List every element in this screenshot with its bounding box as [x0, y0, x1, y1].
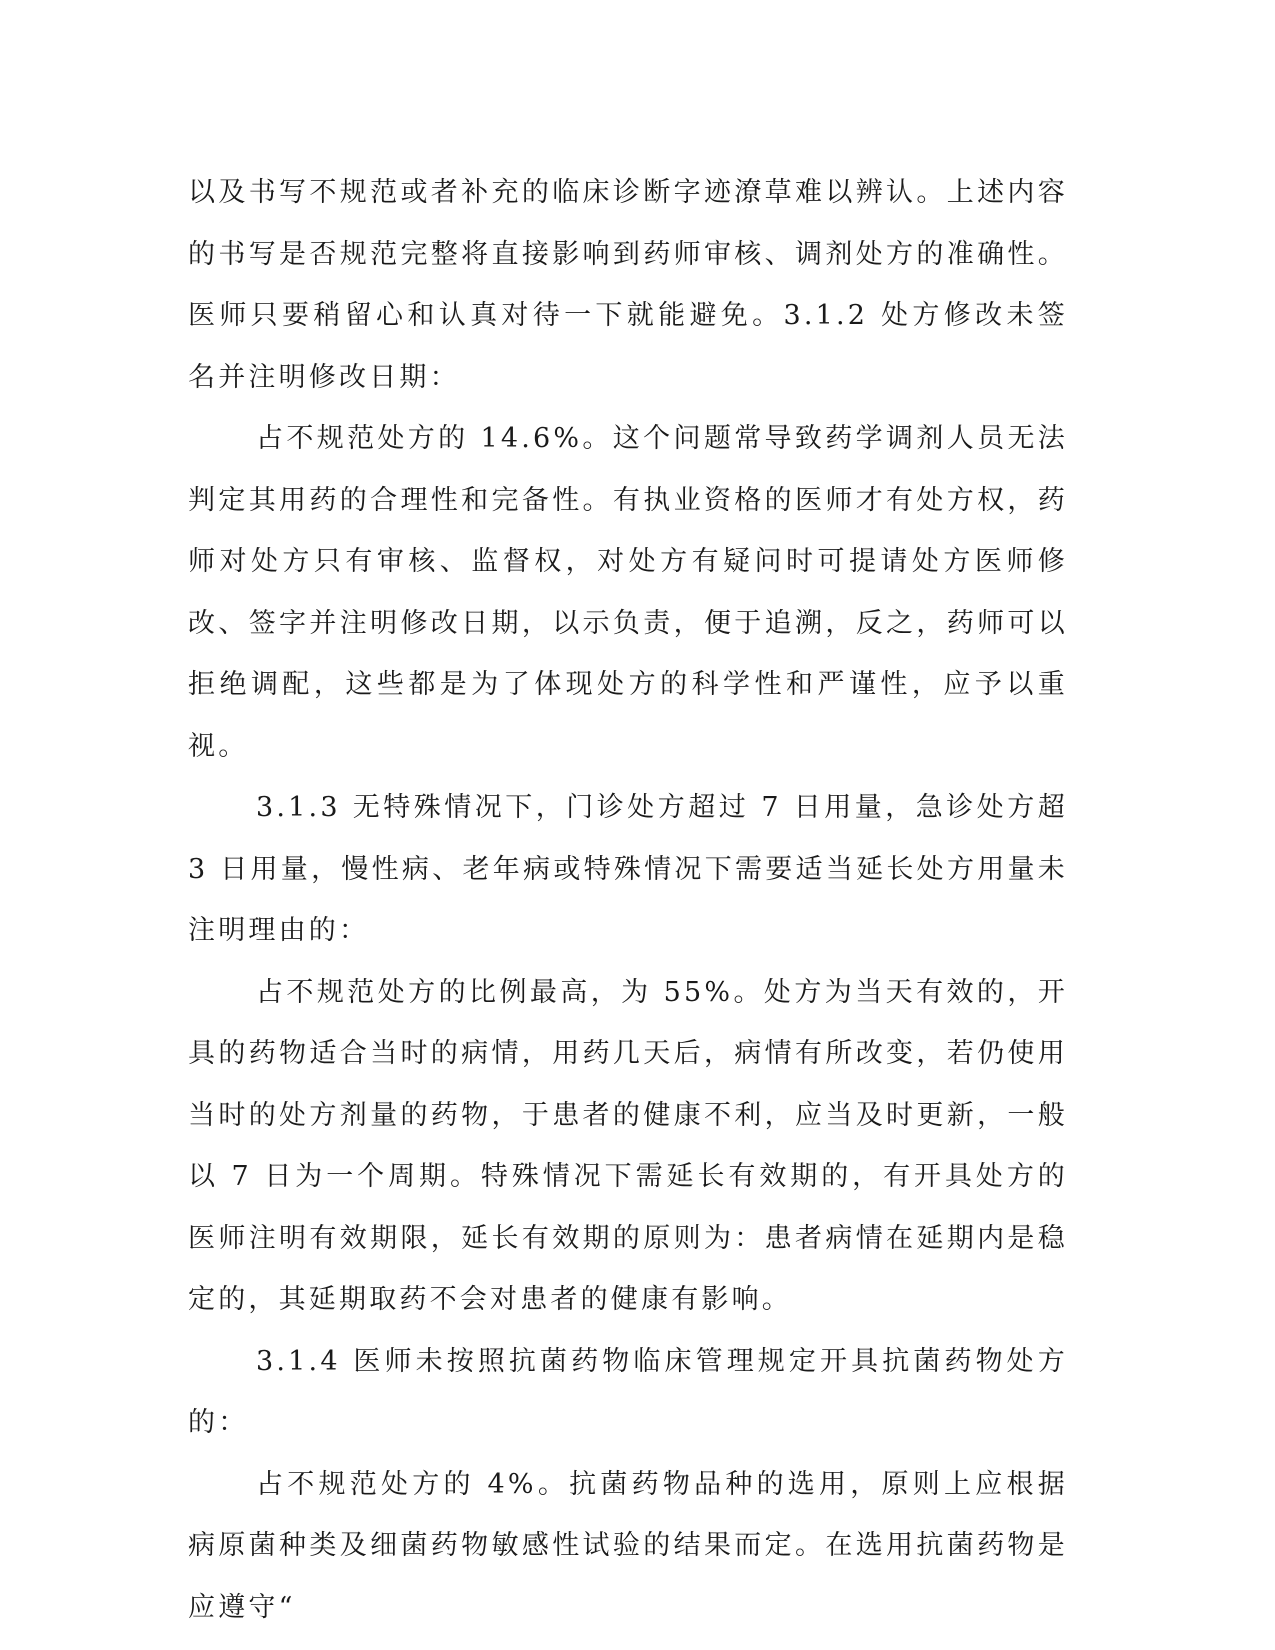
- paragraph-4-percent: 占不规范处方的 4%。抗菌药物品种的选用，原则上应根据病原菌种类及细菌药物敏感性试验的结果而定。在选用抗菌药物是应遵守“: [188, 1468, 1068, 1623]
- section-3-1-3-heading: 3.1.3 无特殊情况下，门诊处方超过 7 日用量，急诊处方超 3 日用量，慢性病、老年病或特殊情况下需要适当延长处方用量未注明理由的：: [188, 792, 1068, 946]
- section-3-1-4-heading: 3.1.4 医师未按照抗菌药物临床管理规定开具抗菌药物处方的：: [188, 1345, 1068, 1438]
- body-text: [188, 162, 1068, 1638]
- paragraph-14-6-percent: 占不规范处方的 14.6%。这个问题常导致药学调剂人员无法判定其用药的合理性和完备性。有执业资格的医师才有处方权，药师对处方只有审核、监督权，对处方有疑问时可提请处方医师修改、签字并注明修改日期，以示负责，便于追溯，反之，药师可以拒绝调配，这些都是为了体现处方的科学性和严谨性，应予以重视。: [188, 423, 1068, 762]
- paragraph-55-percent: 占不规范处方的比例最高，为 55%。处方为当天有效的，开具的药物适合当时的病情，用药几天后，病情有所改变，若仍使用当时的处方剂量的药物，于患者的健康不利，应当及时更新，一般以 7 日为一个周期。特殊情况下需延长有效期的，有开具处方的医师注明有效期限，延长有效期的原则为：患者病情在延期内是稳定的，其延期取药不会对患者的健康有影响。: [188, 976, 1068, 1315]
- paragraph-continuation: 以及书写不规范或者补充的临床诊断字迹潦草难以辨认。上述内容的书写是否规范完整将直接影响到药师审核、调剂处方的准确性。医师只要稍留心和认真对待一下就能避免。3.1.2 处方修改未签名并注明修改日期：: [188, 177, 1068, 393]
